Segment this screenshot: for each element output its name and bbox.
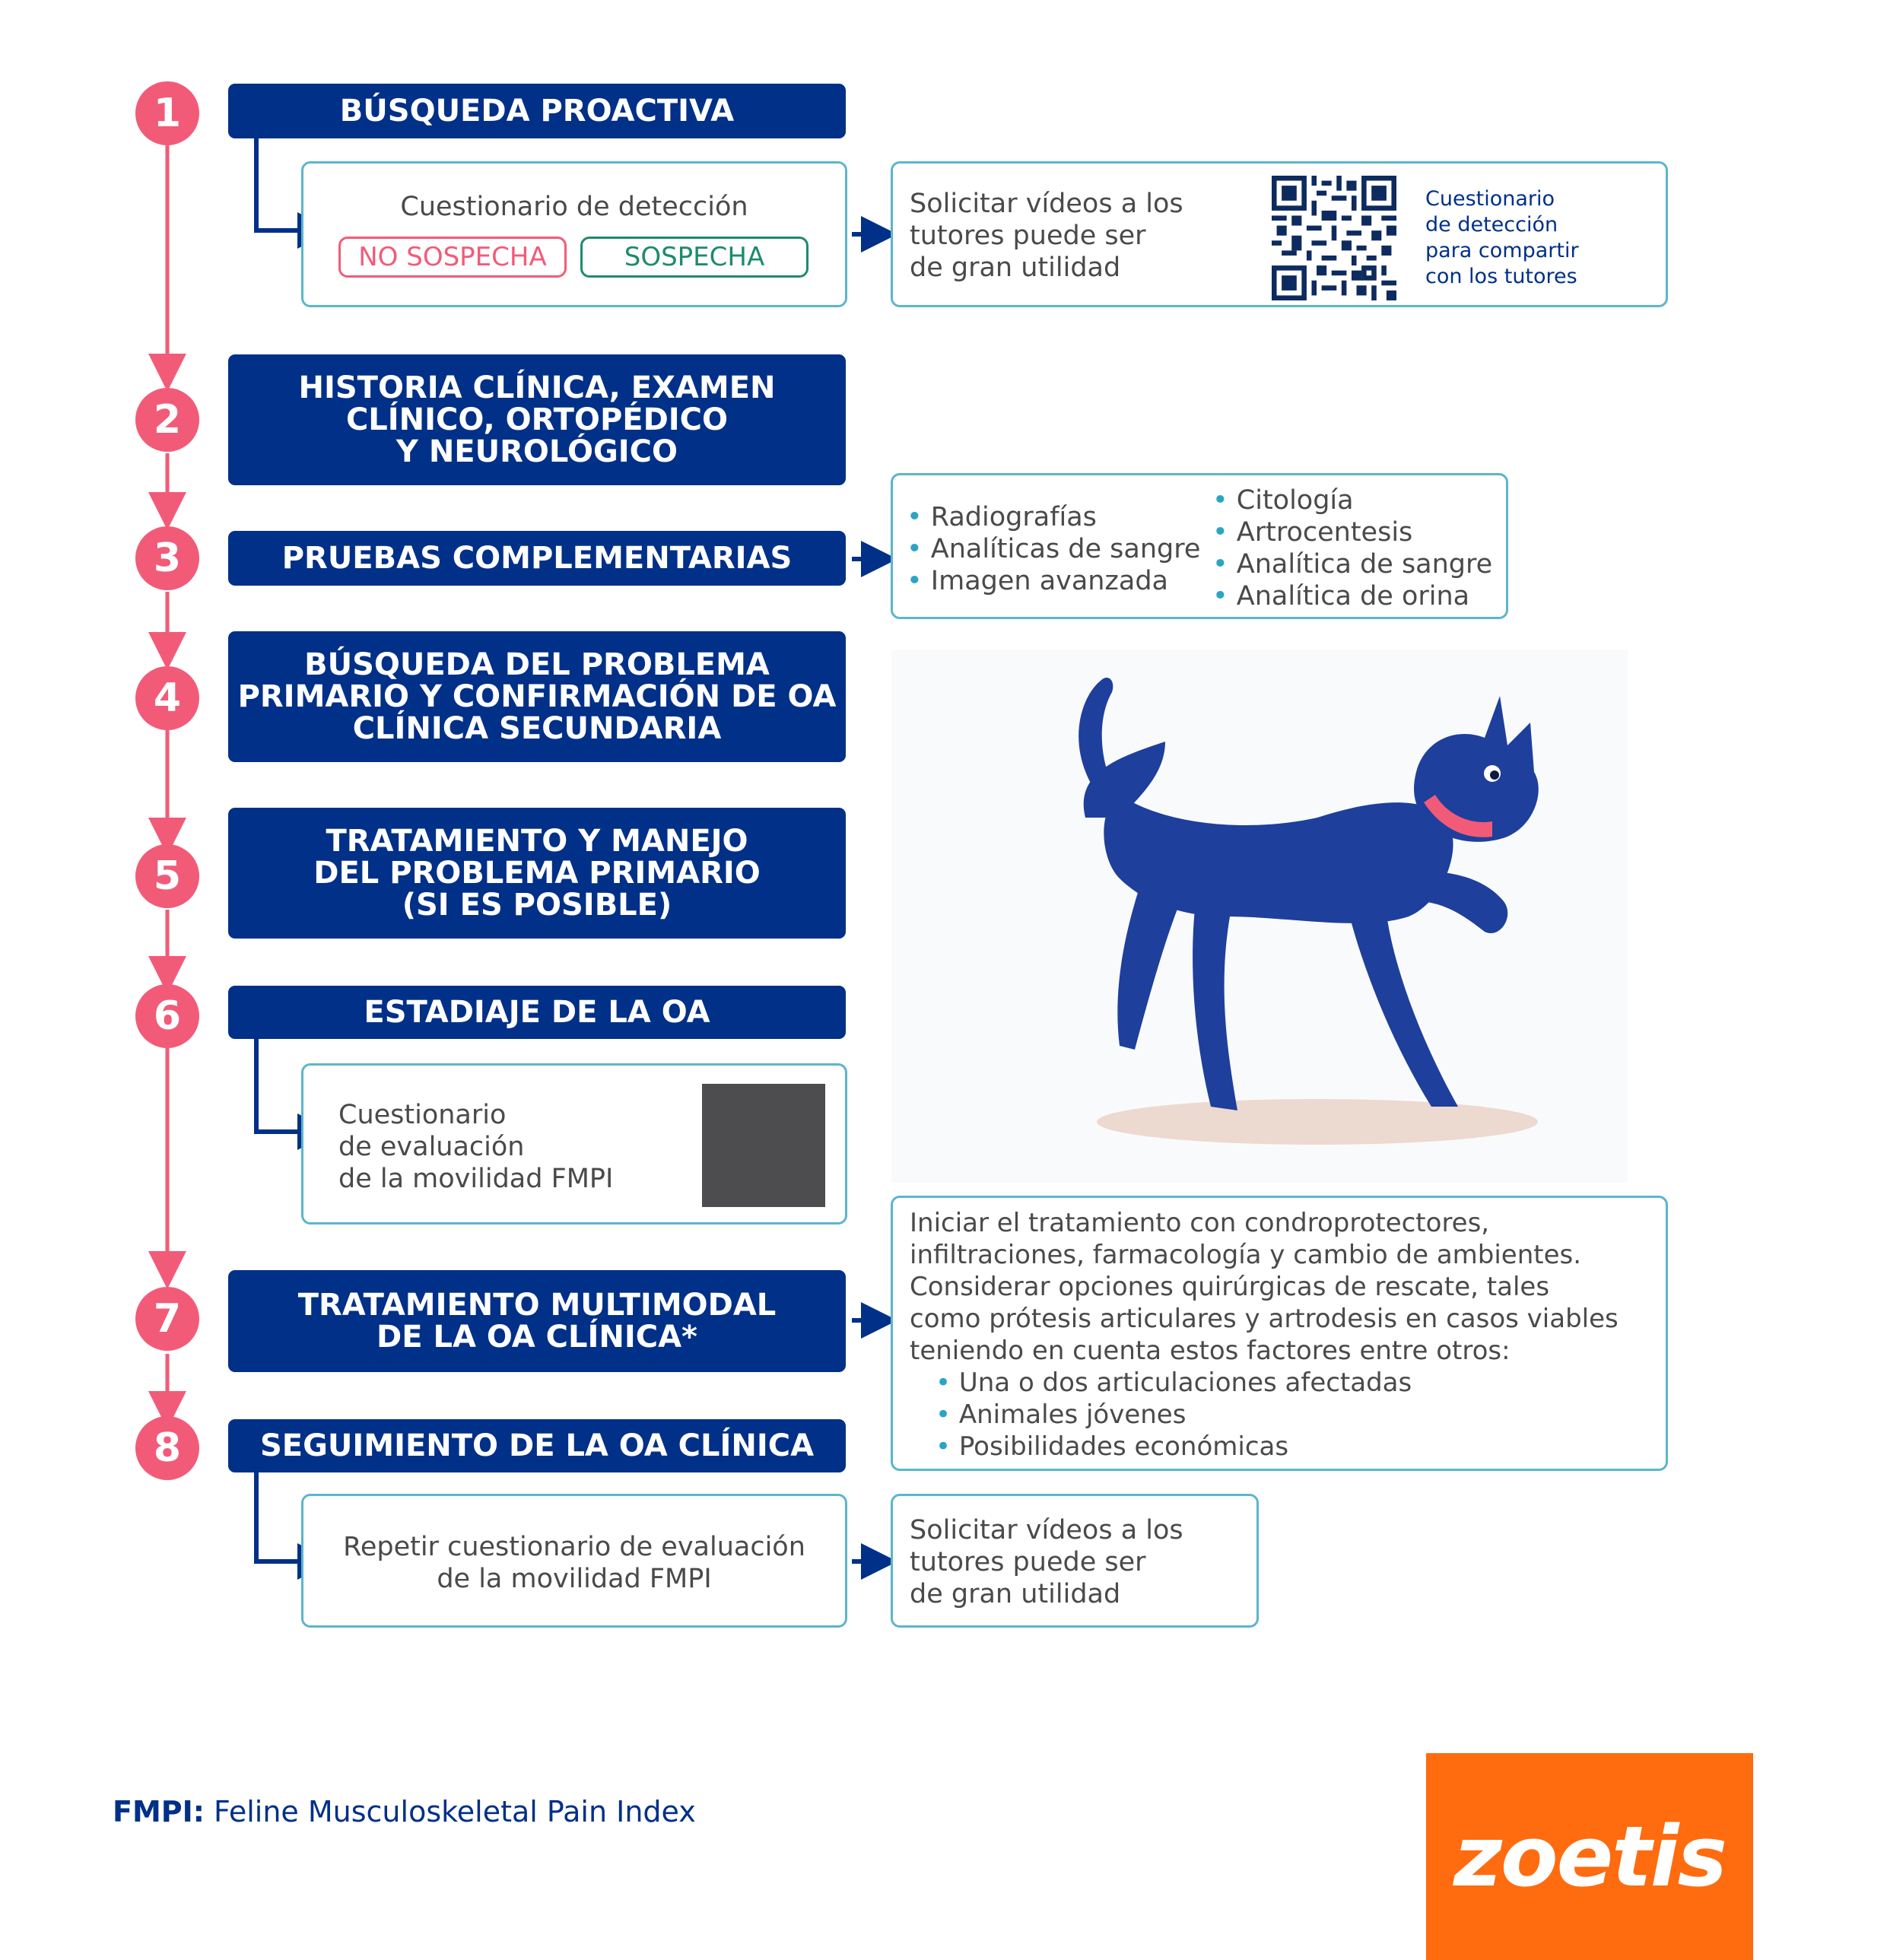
fmpi-text: Cuestionario de evaluación de la movilidad FMPI — [338, 1100, 614, 1194]
list-item: • Analítica de orina — [1212, 580, 1492, 612]
tests-box — [891, 473, 1508, 619]
treatment-factors — [936, 1367, 1412, 1463]
step-number-5: 5 — [135, 844, 199, 908]
step-title-3: PRUEBAS COMPLEMENTARIAS — [281, 541, 793, 576]
step-number-2: 2 — [135, 388, 199, 452]
step-number-1: 1 — [135, 81, 199, 145]
qr-caption: Cuestionario de detección para compartir con los tutores — [1425, 187, 1579, 288]
step-box-6 — [228, 986, 846, 1039]
step-title-2: HISTORIA CLÍNICA, EXAMEN CLÍNICO, ORTOPÉDICO Y NEUROLÓGICO — [298, 370, 776, 469]
detection-title: Cuestionario de detección — [400, 192, 748, 222]
detection-box — [301, 161, 847, 307]
step-title-5: TRATAMIENTO Y MANEJO DEL PROBLEMA PRIMARIO (SI ES POSIBLE) — [313, 824, 761, 923]
followup-box — [301, 1494, 847, 1628]
videos-note: Solicitar vídeos a los tutores puede ser de gran utilidad — [910, 189, 1183, 283]
step-number-6: 6 — [135, 984, 199, 1048]
no-suspicion-pill: NO SOSPECHA — [338, 237, 567, 278]
step-title-8: SEGUIMIENTO DE LA OA CLÍNICA — [259, 1428, 815, 1463]
step-title-1: BÚSQUEDA PROACTIVA — [339, 94, 735, 129]
treatment-text: Iniciar el tratamiento con condroprotectores, infiltraciones, farmacología y cambio de ambientes. Considerar opciones quirúrgicas de rescate, tales como prótesis articulares y artrodesis en casos viables teniendo en cuenta estos factores entre otros: — [910, 1208, 1619, 1366]
step-box-3 — [228, 531, 846, 586]
step-title-7: TRATAMIENTO MULTIMODAL DE LA OA CLÍNICA* — [297, 1288, 777, 1355]
list-item: • Analítica de sangre — [1212, 548, 1492, 580]
step-box-7 — [228, 1270, 846, 1372]
step-title-6: ESTADIAJE DE LA OA — [364, 995, 710, 1030]
followup-note: Solicitar vídeos a los tutores puede ser de gran utilidad — [910, 1515, 1183, 1609]
step-number-3: 3 — [135, 526, 199, 590]
list-item: • Una o dos articulaciones afectadas — [936, 1367, 1412, 1399]
tests-right-list — [1212, 484, 1492, 612]
step-box-8 — [228, 1419, 846, 1472]
footer-abbr: FMPI: — [113, 1795, 205, 1828]
step-title-4: BÚSQUEDA DEL PROBLEMA PRIMARIO Y CONFIRMACIÓN DE OA CLÍNICA SECUNDARIA — [237, 647, 837, 746]
fmpi-qr-placeholder — [702, 1084, 825, 1207]
list-item: • Animales jóvenes — [936, 1399, 1412, 1431]
footer-note — [113, 1795, 696, 1828]
step-box-4 — [228, 631, 846, 762]
zoetis-logo — [1426, 1753, 1753, 1960]
treatment-box — [891, 1196, 1668, 1471]
step-number-7: 7 — [135, 1287, 199, 1351]
list-item: • Radiografías — [907, 501, 1200, 533]
step-number-8: 8 — [135, 1416, 199, 1480]
step-box-5 — [228, 808, 846, 939]
followup-note-box — [891, 1494, 1259, 1628]
followup-text: Repetir cuestionario de evaluación de la movilidad FMPI — [343, 1532, 805, 1594]
suspicion-pill: SOSPECHA — [580, 237, 808, 278]
step-box-2 — [228, 354, 846, 485]
list-item: • Imagen avanzada — [907, 565, 1200, 597]
list-item: • Citología — [1212, 484, 1492, 516]
tests-left-list — [907, 501, 1200, 597]
step-number-4: 4 — [135, 666, 199, 730]
qr-code-icon — [1272, 176, 1396, 300]
list-item: • Analíticas de sangre — [907, 533, 1200, 565]
fmpi-box — [301, 1063, 847, 1225]
list-item: • Artrocentesis — [1212, 516, 1492, 548]
footer-full: Feline Musculoskeletal Pain Index — [204, 1795, 696, 1828]
step-box-1 — [228, 84, 846, 138]
list-item: • Posibilidades económicas — [936, 1431, 1412, 1463]
videos-qr-box — [891, 161, 1668, 307]
cat-illustration — [891, 650, 1628, 1183]
brand-name: zoetis — [1453, 1808, 1726, 1905]
